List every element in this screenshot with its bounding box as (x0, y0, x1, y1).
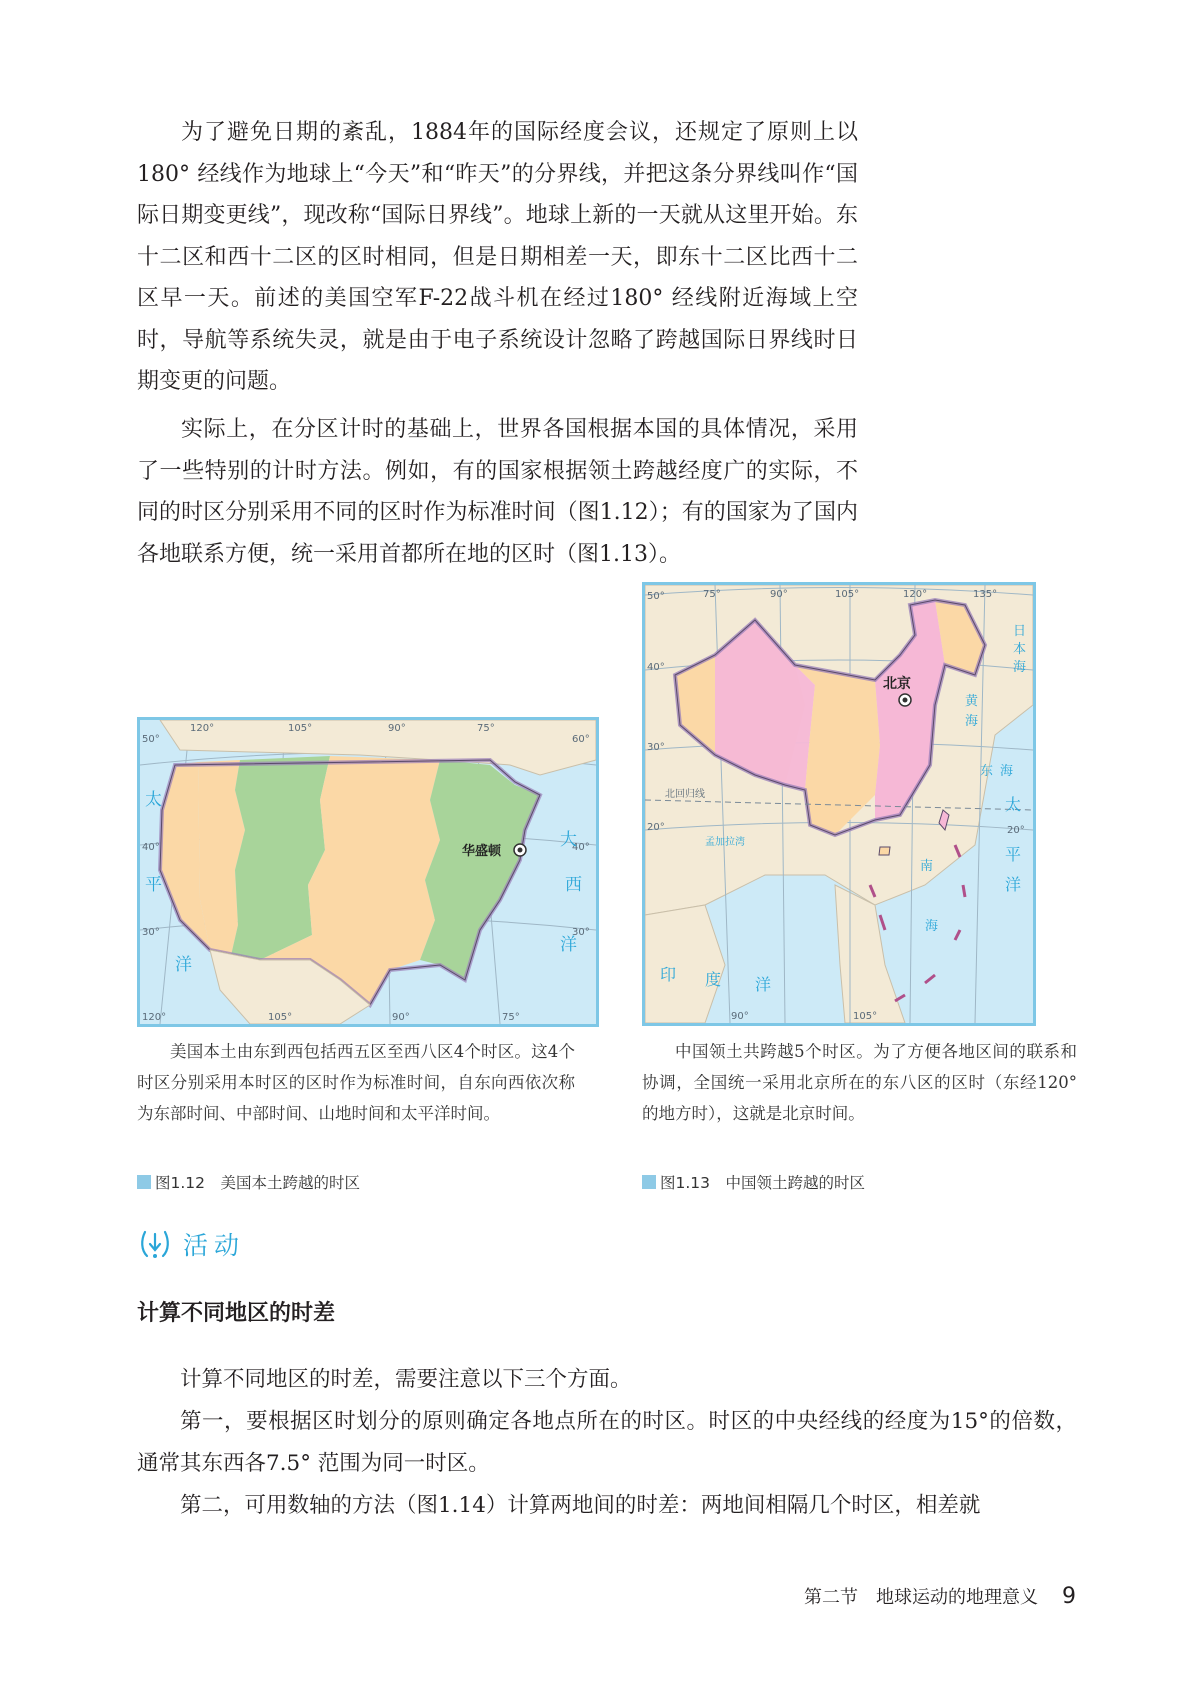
usa-ocean-right-2: 洋 (560, 935, 577, 955)
china-lat-right-0: 20° (1007, 825, 1025, 836)
activity-paragraph-3: 第二，可用数轴的方法（图1.14）计算两地间的时差：两地间相隔几个时区，相差就 (180, 1493, 981, 1518)
usa-ocean-left-2: 洋 (175, 955, 192, 975)
figure-label-1-12 (137, 1171, 360, 1193)
activity-heading (137, 1226, 245, 1262)
usa-lon-top-2: 90° (388, 723, 406, 734)
china-lat-0: 50° (647, 591, 665, 602)
section-title: 计算不同地区的时差 (137, 1301, 336, 1326)
sea-label-1: 本 (1013, 642, 1027, 657)
activity-icon (137, 1226, 173, 1262)
usa-ocean-left-0: 太 (145, 790, 162, 810)
usa-lon-bottom-0: 120° (142, 1012, 167, 1023)
sea-label-2: 海 (1013, 660, 1027, 675)
china-lon-top-4: 135° (973, 589, 998, 600)
figure-label-text: 图1.12 美国本土跨越的时区 (155, 1174, 361, 1192)
usa-lat-right-1: 40° (572, 842, 590, 853)
figure-label-1-13 (642, 1171, 865, 1193)
figure-label-text: 图1.13 中国领土跨越的时区 (660, 1174, 866, 1192)
china-lon-top-3: 120° (903, 589, 928, 600)
usa-map-graphic (140, 720, 596, 1024)
china-lon-top-2: 105° (835, 589, 860, 600)
page-number: 9 (1062, 1583, 1076, 1609)
activity-label: 活动 (183, 1231, 246, 1260)
pacific-label-1: 平 (1005, 845, 1022, 864)
activity-paragraph-1: 计算不同地区的时差，需要注意以下三个方面。 (180, 1367, 632, 1392)
usa-lat-right-0: 60° (572, 734, 590, 745)
china-lon-bottom-1: 105° (853, 1011, 878, 1022)
pacific-label-2: 洋 (1005, 875, 1022, 894)
usa-lat-2: 30° (142, 927, 160, 938)
tropic-label: 北回归线 (665, 789, 705, 800)
usa-lon-bottom-3: 75° (502, 1012, 520, 1023)
china-timezone-map (642, 582, 1036, 1026)
china-lat-1: 40° (647, 662, 665, 673)
sea-label-0: 日 (1013, 624, 1027, 639)
sea-label-4: 海 (965, 714, 979, 729)
china-lat-2: 30° (647, 742, 665, 753)
body-paragraph-2: 实际上，在分区计时的基础上，世界各国根据本国的具体情况，采用了一些特别的计时方法。例如，有的国家根据领土跨越经度广的实际，不同的时区分别采用不同的区时作为标准时间（图1.12）；有的国家为了国内各地联系方便，统一采用首都所在地的区时（图1.13）。 (137, 417, 858, 567)
sea-label-3: 黄 (965, 694, 979, 709)
usa-lat-right-2: 30° (572, 927, 590, 938)
china-lon-top-0: 75° (703, 589, 721, 600)
usa-lon-bottom-1: 105° (268, 1012, 293, 1023)
usa-lon-top-3: 75° (477, 723, 495, 734)
sea-label-8: 海 (925, 919, 939, 934)
usa-lon-top-0: 120° (190, 723, 215, 734)
usa-ocean-right-0: 大 (560, 830, 577, 850)
indian-label-0: 印 (660, 965, 677, 984)
bay-label: 孟加拉湾 (705, 837, 745, 848)
usa-lat-0: 50° (142, 734, 160, 745)
china-lon-top-1: 90° (770, 589, 788, 600)
china-lon-bottom-0: 90° (731, 1011, 749, 1022)
indian-label-1: 度 (705, 970, 722, 989)
sea-label-7: 南 (920, 859, 934, 874)
usa-ocean-left-1: 平 (145, 875, 162, 895)
beijing-label: 北京 (883, 676, 911, 692)
body-paragraph-1: 为了避免日期的紊乱，1884年的国际经度会议，还规定了原则上以180° 经线作为地球上“今天”和“昨天”的分界线，并把这条分界线叫作“国际日期变更线”，现改称“国际日界线”。地球上新的一天就从这里开始。东十二区和西十二区的区时相同，但是日期相差一天，即东十二区比西十二区早一天。前述的美国空军F-22战斗机在经过180° 经线附近海域上空时，导航等系统失灵，就是由于电子系统设计忽略了跨越国际日界线时日期变更的问题。 (137, 120, 858, 394)
washington-label: 华盛顿 (462, 844, 502, 859)
indian-label-2: 洋 (755, 975, 772, 994)
usa-lon-top-1: 105° (288, 723, 313, 734)
sea-label-5: 东 (980, 764, 994, 779)
figure-marker-icon (642, 1175, 656, 1189)
usa-lon-bottom-2: 90° (392, 1012, 410, 1023)
sea-label-6: 海 (1000, 764, 1014, 779)
figure-marker-icon (137, 1175, 151, 1189)
usa-map-caption: 美国本土由东到西包括西五区至西八区4个时区。这4个时区分别采用本时区的区时作为标准时间，自东向西依次称为东部时间、中部时间、山地时间和太平洋时间。 (137, 1042, 575, 1123)
activity-paragraph-2: 第一，要根据区时划分的原则确定各地点所在的时区。时区的中央经线的经度为15°的倍数，通常其东西各7.5° 范围为同一时区。 (137, 1409, 1077, 1476)
pacific-label-0: 太 (1005, 795, 1022, 814)
china-lat-3: 20° (647, 822, 665, 833)
usa-lat-1: 40° (142, 842, 160, 853)
china-map-graphic (645, 585, 1033, 1023)
usa-ocean-right-1: 西 (565, 875, 582, 895)
china-map-caption: 中国领土共跨越5个时区。为了方便各地区间的联系和协调，全国统一采用北京所在的东八区的区时（东经120°的地方时），这就是北京时间。 (642, 1042, 1077, 1123)
usa-timezone-map (137, 717, 599, 1027)
footer-section-title: 第二节 地球运动的地理意义 (804, 1587, 1038, 1608)
page-footer (804, 1583, 1076, 1609)
